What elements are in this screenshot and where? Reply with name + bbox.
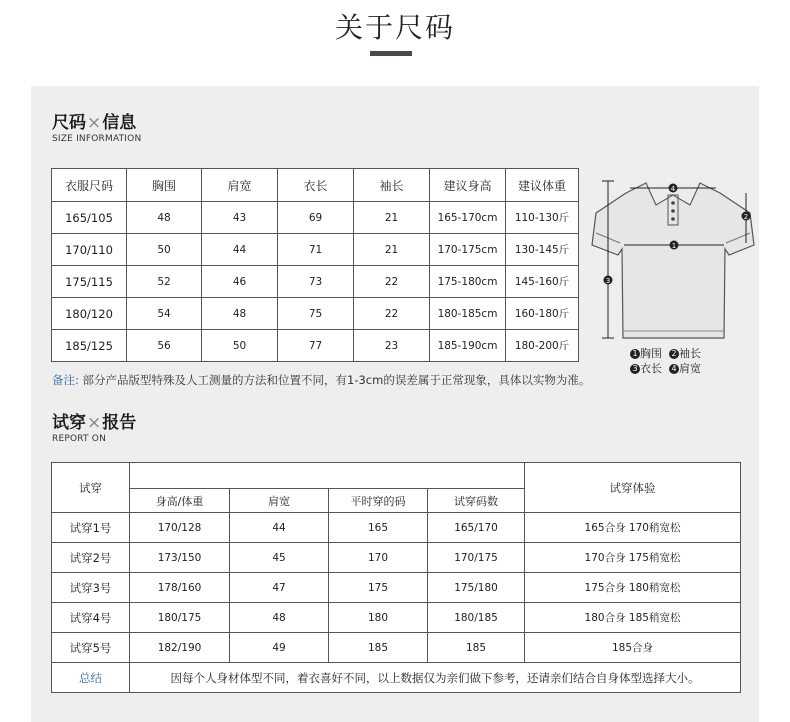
diagram-legend xyxy=(630,346,701,376)
legend-marker-2: 2 xyxy=(669,349,679,359)
size-cell: 23 xyxy=(354,330,430,362)
legend-marker-1: 1 xyxy=(630,349,640,359)
size-row xyxy=(52,330,579,362)
col-usual-size: 平时穿的码 xyxy=(329,489,428,513)
size-row xyxy=(52,202,579,234)
report-heading xyxy=(52,408,136,444)
try-cell: 173/150 xyxy=(130,543,230,573)
size-cell: 46 xyxy=(202,266,278,298)
size-header-cell: 肩宽 xyxy=(202,169,278,202)
size-cell: 43 xyxy=(202,202,278,234)
size-cell: 54 xyxy=(127,298,202,330)
col-experience-header: 试穿体验 xyxy=(525,463,741,513)
try-row-label: 试穿1号 xyxy=(52,513,130,543)
try-cell: 47 xyxy=(230,573,329,603)
note-text: 部分产品版型特殊及人工测量的方法和位置不同，有1-3cm的误差属于正常现象，具体以实物为准。 xyxy=(82,373,591,387)
size-cell: 185-190cm xyxy=(430,330,506,362)
legend-marker-3: 3 xyxy=(630,364,640,374)
size-cell: 21 xyxy=(354,234,430,266)
size-cell: 52 xyxy=(127,266,202,298)
size-info-heading xyxy=(52,108,141,144)
size-cell: 170/110 xyxy=(52,234,127,266)
size-cell: 73 xyxy=(278,266,354,298)
size-cell: 56 xyxy=(127,330,202,362)
try-cell: 170 xyxy=(329,543,428,573)
try-cell: 44 xyxy=(230,513,329,543)
marker-3: 3 xyxy=(605,277,611,285)
size-header-cell: 衣长 xyxy=(278,169,354,202)
size-cell: 22 xyxy=(354,266,430,298)
size-cell: 21 xyxy=(354,202,430,234)
size-cell: 180-200斤 xyxy=(506,330,579,362)
size-cell: 50 xyxy=(127,234,202,266)
size-row xyxy=(52,266,579,298)
legend-chest: 胸围 xyxy=(640,347,662,360)
try-cell: 48 xyxy=(230,603,329,633)
try-cell: 170合身 175稍宽松 xyxy=(525,543,741,573)
try-row-label: 试穿4号 xyxy=(52,603,130,633)
size-cell: 145-160斤 xyxy=(506,266,579,298)
col-group-header xyxy=(130,463,525,489)
try-on-table xyxy=(51,462,741,693)
try-cell: 165/170 xyxy=(428,513,525,543)
size-header-cell: 衣服尺码 xyxy=(52,169,127,202)
size-cell: 48 xyxy=(202,298,278,330)
size-cell: 130-145斤 xyxy=(506,234,579,266)
size-info-subtitle: SIZE INFORMATION xyxy=(52,134,142,144)
size-cell: 185/125 xyxy=(52,330,127,362)
title-underline xyxy=(370,51,412,56)
size-row xyxy=(52,234,579,266)
legend-shoulder: 肩宽 xyxy=(679,362,701,375)
summary-row xyxy=(52,663,741,693)
content-panel xyxy=(31,86,759,722)
note-label: 备注: xyxy=(52,373,79,387)
try-cell: 175合身 180稍宽松 xyxy=(525,573,741,603)
size-header-cell: 袖长 xyxy=(354,169,430,202)
try-cell: 165 xyxy=(329,513,428,543)
size-note xyxy=(52,372,590,388)
size-cell: 50 xyxy=(202,330,278,362)
try-cell: 180/175 xyxy=(130,603,230,633)
try-cell: 175/180 xyxy=(428,573,525,603)
summary-label: 总结 xyxy=(52,663,130,693)
size-cell: 69 xyxy=(278,202,354,234)
size-cell: 170-175cm xyxy=(430,234,506,266)
size-cell: 165/105 xyxy=(52,202,127,234)
size-header-cell: 建议体重 xyxy=(506,169,579,202)
marker-2: 2 xyxy=(743,213,749,221)
size-cell: 165-170cm xyxy=(430,202,506,234)
shirt-outline xyxy=(592,183,754,338)
try-row-label: 试穿3号 xyxy=(52,573,130,603)
report-subtitle: REPORT ON xyxy=(52,434,107,444)
try-cell: 178/160 xyxy=(130,573,230,603)
try-row xyxy=(52,633,741,663)
try-row-label: 试穿2号 xyxy=(52,543,130,573)
page-title: 关于尺码 xyxy=(334,11,455,44)
try-cell: 182/190 xyxy=(130,633,230,663)
col-try-header: 试穿 xyxy=(52,463,130,513)
marker-1: 1 xyxy=(671,242,677,250)
size-header-cell: 建议身高 xyxy=(430,169,506,202)
size-cell: 180/120 xyxy=(52,298,127,330)
try-cell: 170/175 xyxy=(428,543,525,573)
summary-text: 因每个人身材体型不同，着衣喜好不同，以上数据仅为亲们做下参考，还请亲们结合自身体型选择大小。 xyxy=(130,663,741,693)
try-cell: 170/128 xyxy=(130,513,230,543)
try-row xyxy=(52,573,741,603)
col-height-weight: 身高/体重 xyxy=(130,489,230,513)
size-header-row xyxy=(52,169,579,202)
try-cell: 180/185 xyxy=(428,603,525,633)
size-table xyxy=(51,168,579,362)
size-info-title: 尺码×信息 xyxy=(52,113,137,133)
try-cell: 45 xyxy=(230,543,329,573)
try-cell: 180 xyxy=(329,603,428,633)
size-cell: 71 xyxy=(278,234,354,266)
legend-length: 衣长 xyxy=(640,362,662,375)
try-row xyxy=(52,543,741,573)
try-cell: 180合身 185稍宽松 xyxy=(525,603,741,633)
size-cell: 75 xyxy=(278,298,354,330)
try-cell: 185 xyxy=(329,633,428,663)
try-cell: 185 xyxy=(428,633,525,663)
report-title: 试穿×报告 xyxy=(52,413,137,433)
legend-marker-4: 4 xyxy=(669,364,679,374)
try-cell: 185合身 xyxy=(525,633,741,663)
size-cell: 44 xyxy=(202,234,278,266)
try-row-label: 试穿5号 xyxy=(52,633,130,663)
size-cell: 110-130斤 xyxy=(506,202,579,234)
size-cell: 160-180斤 xyxy=(506,298,579,330)
size-cell: 175/115 xyxy=(52,266,127,298)
size-header-cell: 胸围 xyxy=(127,169,202,202)
size-cell: 175-180cm xyxy=(430,266,506,298)
try-row xyxy=(52,603,741,633)
size-cell: 48 xyxy=(127,202,202,234)
size-cell: 180-185cm xyxy=(430,298,506,330)
try-row xyxy=(52,513,741,543)
marker-4: 4 xyxy=(670,185,676,193)
col-shoulder: 肩宽 xyxy=(230,489,329,513)
try-cell: 175 xyxy=(329,573,428,603)
size-cell: 77 xyxy=(278,330,354,362)
try-cell: 49 xyxy=(230,633,329,663)
size-cell: 22 xyxy=(354,298,430,330)
col-tried-size: 试穿码数 xyxy=(428,489,525,513)
size-row xyxy=(52,298,579,330)
legend-sleeve: 袖长 xyxy=(679,347,701,360)
try-cell: 165合身 170稍宽松 xyxy=(525,513,741,543)
